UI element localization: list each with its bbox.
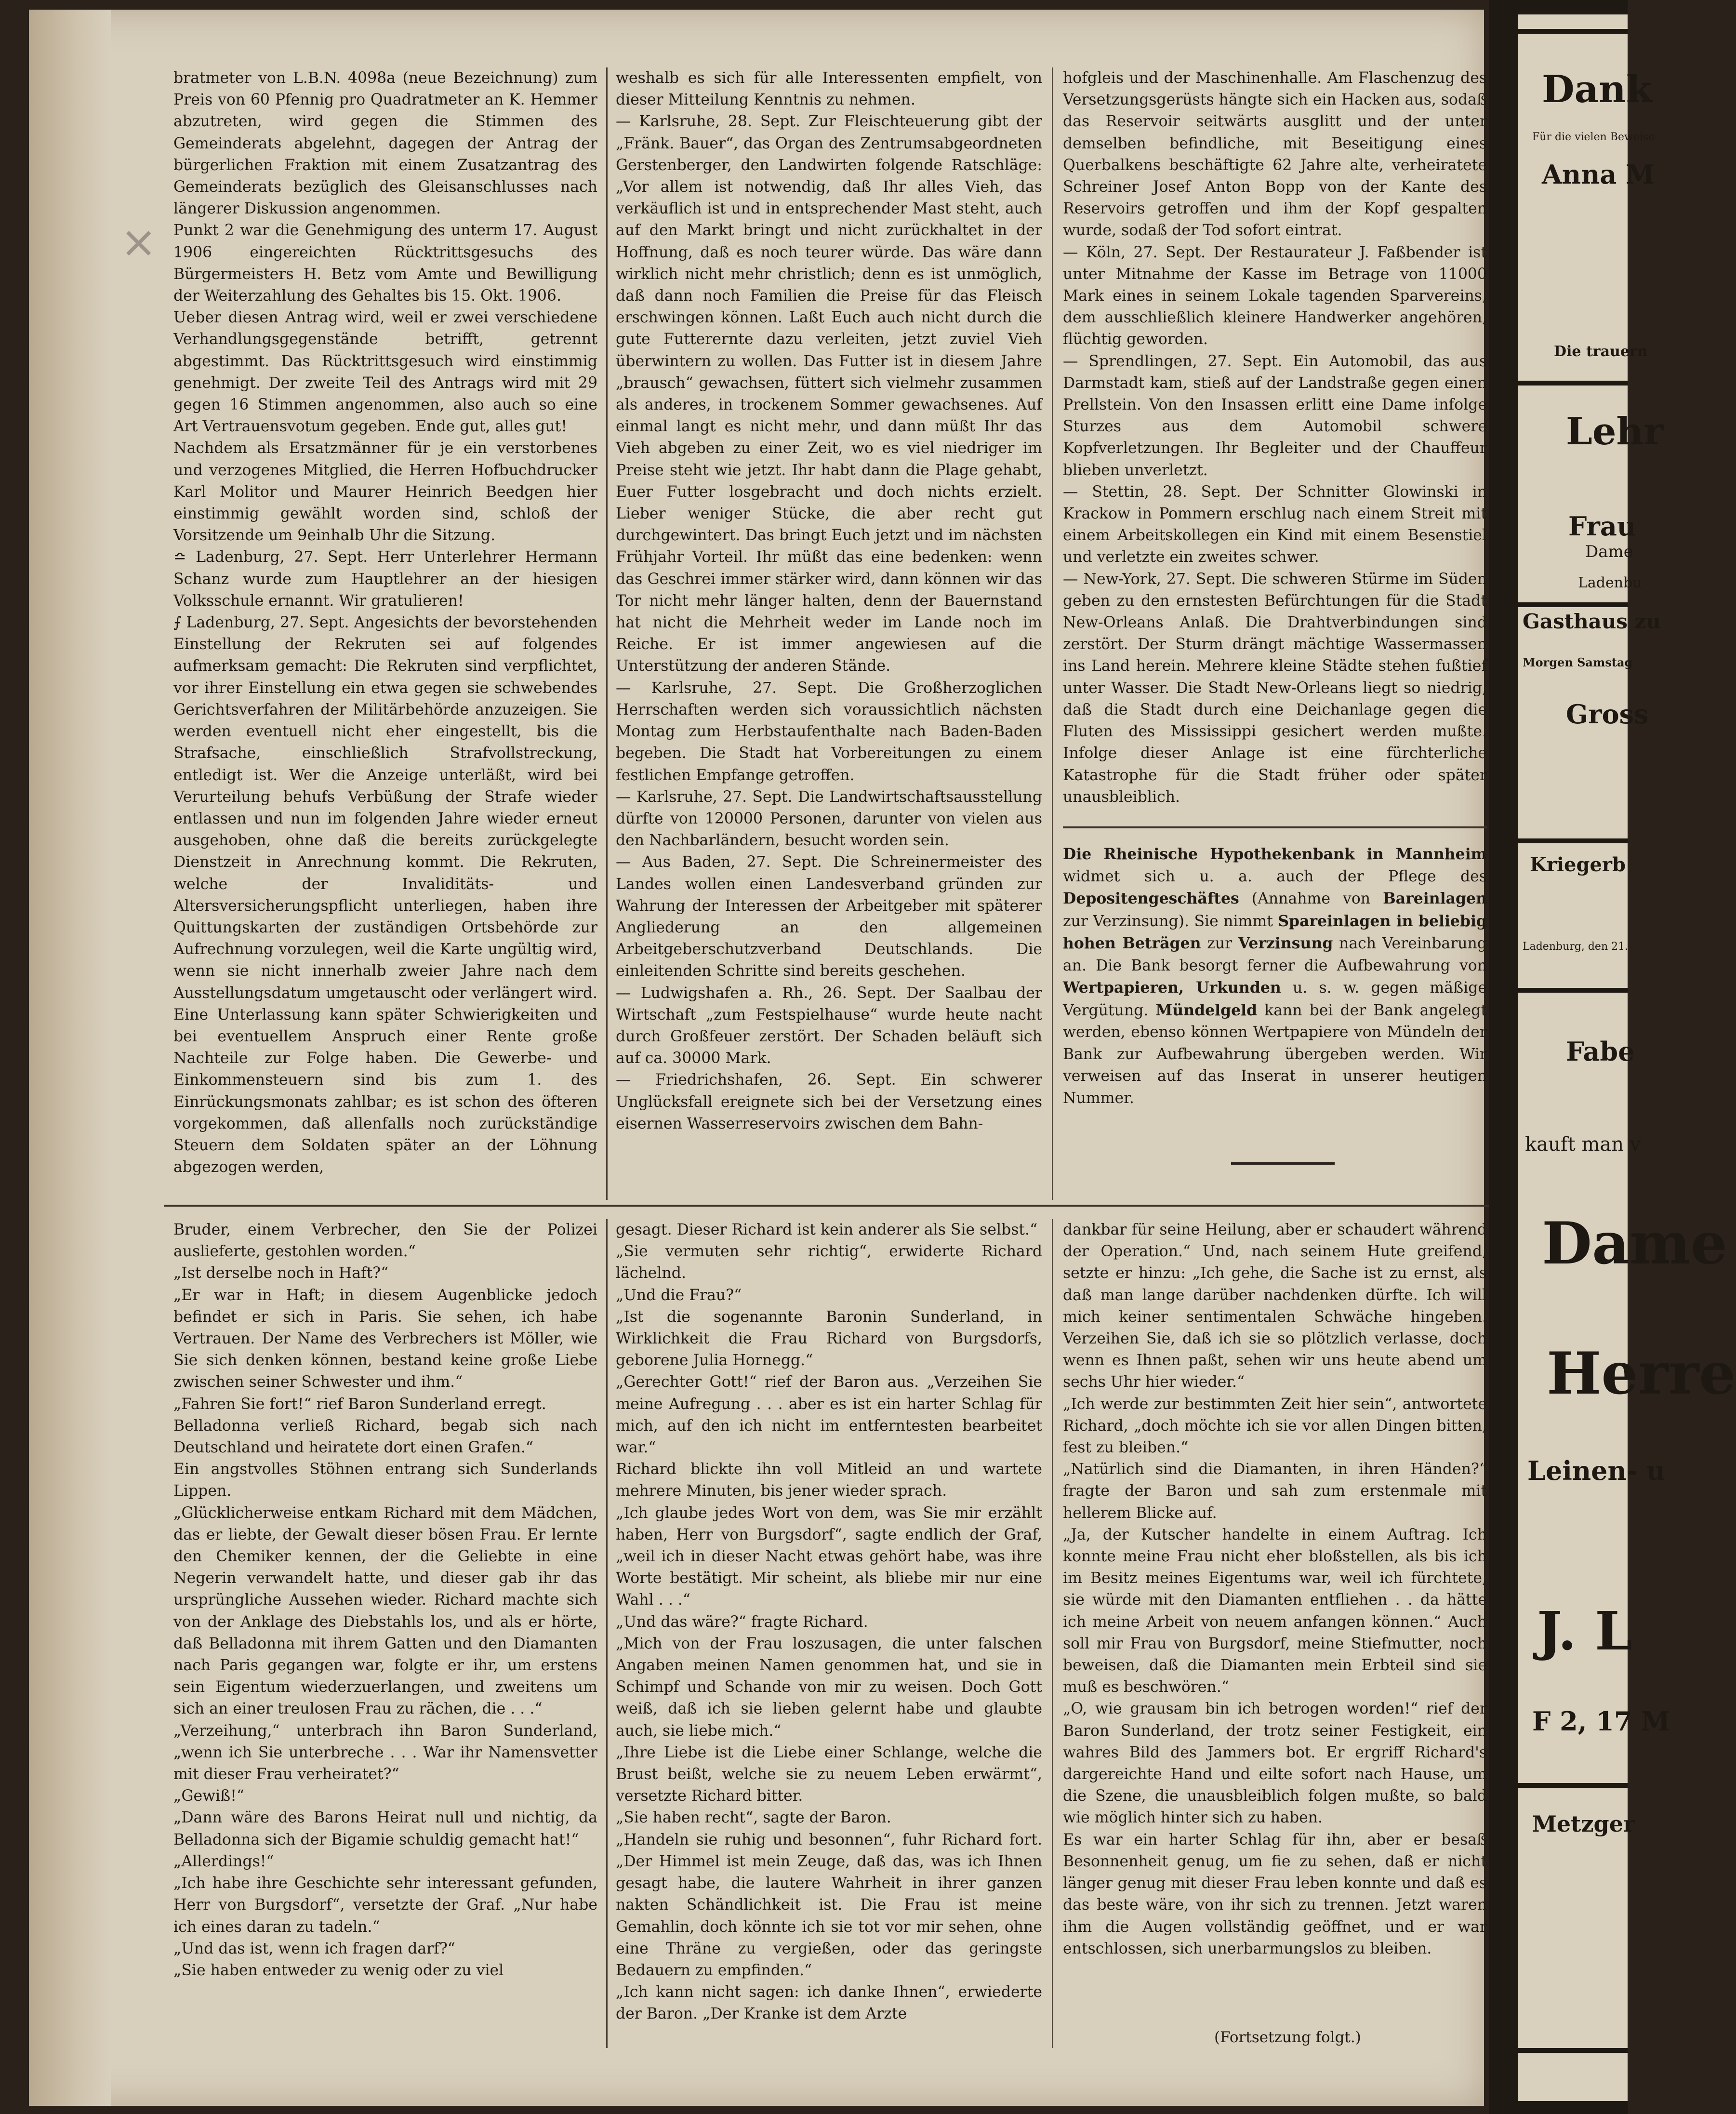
column-rule xyxy=(1052,1219,1053,2048)
ad-dank-footer: Die trauern xyxy=(1554,343,1648,360)
ad-herren: Herre xyxy=(1547,1340,1736,1408)
ad-kauft-text: kauft man v xyxy=(1525,1133,1641,1156)
notice-text: zur xyxy=(1201,935,1238,952)
notice-bold: Spareinlagen in beliebig hohen Beträgen xyxy=(1063,912,1487,952)
notice-text: (Annahme von xyxy=(1239,890,1383,907)
news-column-1: bratmeter von L.B.N. 4098a (neue Bezeichnung) zum Preis von 60 Pfennig pro Quadratmeter an K. Hemmer abzutreten, wird gegen die Stimmen des Gemeinderats abgelehnt, dagegen der Antrag der bürgerlichen Fraktion mit einem Zusatzantrag des Gemeinderats bezüglich des Gleisanschlusses nach längerer Diskussion angenommen. Punkt 2 war die Genehmigung des unterm 17. August 1906 eingereichten Rücktrittsgesuchs des Bürgermeisters H. Betz vom Amte und Bewilligung der Weiterzahlung des Gehaltes bis 15. Okt. 1906. Ueber diesen Antrag wird, weil er zwei verschiedene Verhandlungsgegenstände betrifft, getrennt abgestimmt. Das Rücktrittsgesuch wird einstimmig genehmigt. Der zweite Teil des Antrags wird mit 29 gegen 16 Stimmen angenommen, also auch so eine Art Vertrauensvotum gegeben. Ende gut, alles gut! Nachdem als Ersatzmänner für je ein verstorbenes und verzogenes Mitglied, die Herren Hofbuchdrucker Karl Molitor und Maurer Heinrich Beedgen hier einstimmig gewählt worden sind, schloß der Vorsitzende um 9einhalb Uhr die Sitzung. ≏ Ladenburg, 27. Sept. Herr Unterlehrer Hermann Schanz wurde zum Hauptlehrer an der hiesigen Volksschule ernannt. Wir gratulieren! ⨍ Ladenburg, 27. Sept. Angesichts der bevorstehenden Einstellung der Rekruten sei auf folgendes aufmerksam gemacht: Die Rekruten sind verpflichtet, vor ihrer Einstellung ein etwa gegen sie schwebendes Gerichtsverfahren der Militärbehörde anzuzeigen. Sie werden eventuell nicht eher eingestellt, bis die Strafsache, einschließlich Strafvollstreckung, entledigt ist. Wer die Anzeige unterläßt, wird bei Verurteilung behufs Verbüßung der Strafe wieder entlassen und nun im folgenden Jahre wieder erneut ausgehoben, ohne daß die bereits zurückgelegte Dienstzeit in Anrechnung kommt. Die Rekruten, welche der Invaliditäts- und Altersversicherungspflicht unterliegen, haben ihre Quittungskarten der zuständigen Ortsbehörde zur Aufrechnung vorzulegen, weil die Karte ungültig wird, wenn sie nicht innerhalb zweier Jahre nach dem Ausstellungsdatum umgetauscht oder verlängert wird. Eine Unterlassung kann später Schwierigkeiten und bei eventuellem Anspruch einer Rente große Nachteile zur Folge haben. Die Gewerbe- und Einkommensteuern sind bis zum 1. des Einrückungsmonats zahlbar; es ist schon des öfteren vorgekommen, daß allenfalls noch zurückständige Steuern dem Soldaten später an der Löhnung abgezogen werden, xyxy=(173,69,597,1176)
ad-gasthaus-date: Morgen Samstag xyxy=(1523,655,1633,669)
ad-border xyxy=(1518,29,1628,34)
ad-address: F 2, 17 M xyxy=(1532,1706,1670,1737)
ad-krieger-title: Kriegerb xyxy=(1530,853,1626,876)
bank-notice xyxy=(1063,843,1487,1152)
notice-bold: Depositengeschäftes xyxy=(1063,890,1239,907)
serial-column-2: gesagt. Dieser Richard ist kein anderer als Sie selbst.“ „Sie vermuten sehr richtig“, erwiderte Richard lächelnd. „Und die Frau?“ „Ist die sogenannte Baronin Sunderland, in Wirklichkeit die Frau Richard von Burgsdorfs, geborene Julia Hornegg.“ „Gerechter Gott!“ rief der Baron aus. „Verzeihen Sie meine Aufregung . . . aber es ist ein harter Schlag für mich, auf den ich nicht im entferntesten bearbeitet war.“ Richard blickte ihn voll Mitleid an und wartete mehrere Minuten, bis jener wieder sprach. „Ich glaube jedes Wort von dem, was Sie mir erzählt haben, Herr von Burgsdorf“, sagte endlich der Graf, „weil ich in dieser Nacht etwas gehört habe, was ihre Worte bestätigt. Mir scheint, als bliebe mir nur eine Wahl . . .“ „Und das wäre?“ fragte Richard. „Mich von der Frau loszusagen, die unter falschen Angaben meinen Namen genommen hat, und sie in Schimpf und Schande von mir zu weisen. Doch Gott weiß, daß ich sie lieben gelernt habe und glaubte auch, sie liebe mich.“ „Ihre Liebe ist die Liebe einer Schlange, welche die Brust beißt, welche sie zu neuem Leben erwärmt“, versetzte Richard bitter. „Sie haben recht“, sagte der Baron. „Handeln sie ruhig und besonnen“, fuhr Richard fort. „Der Himmel ist mein Zeuge, daß das, was ich Ihnen gesagt habe, die lautere Wahrheit in ihrer ganzen nakten Schändlichkeit ist. Die Frau ist meine Gemahlin, doch könnte ich sie tot vor mir sehen, ohne eine Thräne zu vergießen, oder das geringste Bedauern zu empfinden.“ „Ich kann nicht sagen: ich danke Ihnen“, erwiederte der Baron. „Der Kranke ist dem Arzte xyxy=(616,1221,1042,2023)
ad-leinen: Leinen- u xyxy=(1527,1455,1666,1486)
ad-border xyxy=(1518,602,1628,607)
notice-bold: Verzinsung xyxy=(1238,934,1333,952)
column-rule xyxy=(1052,67,1053,1200)
notice-heading: Die Rheinische Hypothekenbank in Mannheim xyxy=(1063,845,1487,863)
notice-end-rule xyxy=(1231,1162,1335,1165)
notice-bold: Wertpapieren, Urkunden xyxy=(1063,979,1281,997)
ad-metzger-title: Metzger xyxy=(1532,1811,1635,1837)
notice-top-rule xyxy=(1063,826,1487,828)
ad-border xyxy=(1518,838,1628,843)
column-rule xyxy=(606,67,608,1200)
serial-column-1: Bruder, einem Verbrecher, den Sie der Polizei auslieferte, gestohlen worden.“ „Ist derselbe noch in Haft?“ „Er war in Haft; in diesem Augenblicke jedoch befindet er sich in Paris. Sie sehen, ich habe Vertrauen. Der Name des Verbrechers ist Möller, wie Sie sich denken können, bestand keine große Liebe zwischen seiner Schwester und ihm.“ „Fahren Sie fort!“ rief Baron Sunderland erregt. Belladonna verließ Richard, begab sich nach Deutschland und heiratete dort einen Grafen.“ Ein angstvolles Stöhnen entrang sich Sunderlands Lippen. „Glücklicherweise entkam Richard mit dem Mädchen, das er liebte, der Gewalt dieser bösen Frau. Er lernte den Chemiker kennen, der die Geliebte in eine Negerin verwandelt hatte, und dieser gab ihr das ursprüngliche Aussehen wieder. Richard machte sich von der Anklage des Diebstahls los, und als er hörte, daß Belladonna mit ihrem Gatten und den Diamanten nach Paris gegangen war, folgte er ihr, um erstens sein Eigentum wiederzuerlangen, und zweitens um sich an einer treulosen Frau zu rächen, die . . .“ „Verzeihung,“ unterbrach ihn Baron Sunderland, „wenn ich Sie unterbreche . . . War ihr Namensvetter mit dieser Frau verheiratet?“ „Gewiß!“ „Dann wäre des Barons Heirat null und nichtig, da Belladonna sich der Bigamie schuldig gemacht hat!“ „Allerdings!“ „Ich habe ihre Geschichte sehr interessant gefunden, Herr von Burgsdorf“, versetzte der Graf. „Nur habe ich eines daran zu tadeln.“ „Und das ist, wenn ich fragen darf?“ „Sie haben entweder zu wenig oder zu viel xyxy=(173,1221,597,1979)
ad-lehr-frau: Frau xyxy=(1568,511,1636,542)
continued-note: (Fortsetzung folgt.) xyxy=(1214,2029,1361,2046)
ad-firm-initial: J. L xyxy=(1537,1600,1632,1662)
ad-lehr-place: Ladenbu xyxy=(1578,574,1642,591)
notice-text: u. s. w. gegen mäßige Vergütung. xyxy=(1063,979,1487,1019)
news-column-2: weshalb es sich für alle Interessenten empfielt, von dieser Mitteilung Kenntnis zu nehmen. — Karlsruhe, 28. Sept. Zur Fleischteuerung gibt der „Fränk. Bauer“, das Organ des Zentrumsabgeordneten Gerstenberger, den Landwirten folgende Ratschläge: „Vor allem ist notwendig, daß Ihr alles Vieh, das verkäuflich ist und in entsprechender Mast steht, auch auf den Markt bringt und nicht zurückhaltet in der Hoffnung, daß es noch teurer würde. Das wäre dann wirklich nicht mehr christlich; denn es ist unmöglich, daß dann noch Familien die Preise für das Fleisch erschwingen können. Laßt Euch auch nicht durch die gute Futterernte dazu verleiten, jetzt zuviel Vieh überwintern zu wollen. Das Futter ist in diesem Jahre „brausch“ gewachsen, füttert sich vielmehr zusammen als anderes, in trockenem Sommer gewachsenes. Auf einmal langt es nicht mehr, und dann müßt Ihr das Vieh abgeben zu einer Zeit, wo es viel niedriger im Preise steht wie jetzt. Ihr habt dann die Plage gehabt, Euer Futter losgebracht und doch nichts erzielt. Lieber weniger Stücke, die aber recht gut durchgewintert. Das bringt Euch jetzt und im nächsten Frühjahr Vorteil. Ihr müßt das eine bedenken: wenn das Geschrei immer stärker wird, dann können wir das Tor nicht mehr länger halten, denn der Bauernstand hat nicht die Mehrheit weder im Lande noch im Reiche. Er ist immer angewiesen auf die Unterstützung der anderen Stände. — Karlsruhe, 27. Sept. Die Großherzoglichen Herrschaften werden sich voraussichtlich nächsten Montag zum Herbstaufenthalte nach Baden-Baden begeben. Die Stadt hat Vorbereitungen zu einem festlichen Empfange getroffen. — Karlsruhe, 27. Sept. Die Landwirtschaftsausstellung dürfte von 120000 Personen, darunter von vielen aus den Nachbarländern, besucht worden sein. — Aus Baden, 27. Sept. Die Schreinermeister des Landes wollen einen Landesverband gründen zur Wahrung der Interessen der Arbeitgeber mit späterer Angliederung an den allgemeinen Arbeitgeberschutzverband Deutschlands. Die einleitenden Schritte sind bereits geschehen. — Ludwigshafen a. Rh., 26. Sept. Der Saalbau der Wirtschaft „zum Festspielhause“ wurde heute nacht durch Großfeuer zerstört. Der Schaden beläuft sich auf ca. 30000 Mark. — Friedrichshafen, 26. Sept. Ein schwerer Unglücksfall ereignete sich bei der Versetzung eines eisernen Wasserreservoirs zwischen dem Bahn- xyxy=(616,69,1042,1132)
ad-border xyxy=(1518,381,1628,386)
ad-lehr-title: Lehr xyxy=(1566,410,1664,453)
column-rule xyxy=(606,1219,608,2048)
notice-text: zur Verzinsung). Sie nimmt xyxy=(1063,912,1278,930)
ad-dank-text: Für die vielen Beweise xyxy=(1532,131,1655,143)
ad-dank-title: Dank xyxy=(1542,67,1652,111)
ad-border xyxy=(1518,988,1628,993)
serial-column-3: dankbar für seine Heilung, aber er schaudert während der Operation.“ Und, nach seinem Hute greifend, setzte er hinzu: „Ich gehe, die Sache ist zu ernst, als daß man lange darüber nachdenken dürfte. Ich will mich keiner sentimentalen Schwäche hingeben. Verzeihen Sie, daß ich sie so plötzlich verlasse, doch wenn es Ihnen paßt, sehen wir uns heute abend um sechs Uhr hier wieder.“ „Ich werde zur bestimmten Zeit hier sein“, antwortete Richard, „doch möchte ich sie vor allen Dingen bitten, fest zu bleiben.“ „Natürlich sind die Diamanten, in ihren Händen?“ fragte der Baron und sah zum erstenmale mit hellerem Blicke auf. „Ja, der Kutscher handelte in einem Auftrag. Ich konnte meine Frau nicht eher bloßstellen, als bis ich im Besitz meines Eigentums war, weil ich fürchtete, sie würde mit den Diamanten entfliehen . . da hätte ich meine Arbeit von neuem anfangen können.“ Auch soll mir Frau von Burgsdorf, meine Stiefmutter, noch beweisen, daß die Diamanten mein Erbteil sind sie muß es beschwören.“ „O, wie grausam bin ich betrogen worden!“ rief der Baron Sunderland, der trotz seiner Festigkeit, ein wahres Bild des Jammers bot. Er ergriff Richard's dargereichte Hand und eilte sofort nach Hause, um die Szene, die unausbleiblich folgen mußte, so bald wie möglich hinter sich zu haben. Es war ein harter Schlag für ihn, aber er besaß Besonnenheit genug, um fie zu sehen, daß er nicht länger genug mit dieser Frau leben konnte und daß es das beste wäre, von ihr sich zu trennen. Jetzt waren ihm die Augen vollständig geöffnet, und er war entschlossen, sich unerbarmungslos zu bleiben. xyxy=(1063,1221,1487,1957)
news-column-3: hofgleis und der Maschinenhalle. Am Flaschenzug des Versetzungsgerüsts hängte sich ein Hacken aus, sodaß das Reservoir seitwärts ausglitt und der unter demselben befindliche, mit Beseitigung eines Querbalkens beschäftigte 62 Jahre alte, verheiratete Schreiner Josef Anton Bopp von der Kante des Reservoirs getroffen und ihm der Kopf gespalten wurde, sodaß der Tod sofort eintrat. — Köln, 27. Sept. Der Restaurateur J. Faßbender ist unter Mitnahme der Kasse im Betrage von 11000 Mark eines in seinem Lokale tagenden Sparvereins, dem ausschließlich kleinere Handwerker angehören, flüchtig geworden. — Sprendlingen, 27. Sept. Ein Automobil, das aus Darmstadt kam, stieß auf der Landstraße gegen einen Prellstein. Von den Insassen erlitt eine Dame infolge Sturzes aus dem Automobil schwere Kopfverletzungen. Ihr Begleiter und der Chauffeur blieben unverletzt. — Stettin, 28. Sept. Der Schnitter Glowinski in Krackow in Pommern erschlug nach einem Streit mit einem Arbeitskollegen ein Kind mit einem Besenstiel und verletzte ein zweites schwer. — New-York, 27. Sept. Die schweren Stürme im Süden geben zu den ernstesten Befürchtungen für die Stadt New-Orleans Anlaß. Die Drahtverbindungen sind zerstört. Der Sturm drängt mächtige Wassermassen ins Land herein. Mehrere kleine Städte stehen fußtief unter Wasser. Die Stadt New-Orleans liegt so niedrig, daß die Stadt durch eine Deichanlage gegen die Fluten des Mississippi gesichert werden mußte. Infolge dieser Anlage ist eine fürchterliche Katastrophe für die Stadt früher oder später unausbleiblich. xyxy=(1063,69,1487,806)
pencil-mark: × xyxy=(120,217,157,267)
ad-border xyxy=(1518,2048,1628,2053)
notice-text: nach Vereinbarung an. Die Bank besorgt ferner die Aufbewahrung von xyxy=(1063,935,1487,974)
ad-dank-name: Anna M xyxy=(1542,159,1655,190)
notice-text: kann bei der Bank angelegt werden, ebenso können Wertpapiere von Mündeln der Bank zur Aufbewahrung übergeben werden. Wir verweisen auf das Inserat in unserer heutigen Nummer. xyxy=(1063,1001,1487,1107)
ad-lehr-dame: Dame xyxy=(1585,542,1633,561)
ad-fabe-title: Fabe xyxy=(1566,1036,1635,1067)
notice-bold: Mündelgeld xyxy=(1155,1001,1258,1019)
ad-gasthaus-gross: Gross xyxy=(1566,699,1649,730)
feuilleton-divider xyxy=(164,1205,1494,1207)
notice-bold: Bareinlagen xyxy=(1383,890,1487,907)
ad-krieger-date: Ladenburg, den 21. xyxy=(1523,941,1629,953)
ad-border xyxy=(1518,1783,1628,1788)
ad-damen: Dame xyxy=(1542,1210,1728,1277)
ad-gasthaus-title: Gasthaus zu xyxy=(1523,610,1661,633)
notice-text: widmet sich u. a. auch der Pflege des xyxy=(1063,867,1487,885)
page-gutter xyxy=(29,10,111,2106)
